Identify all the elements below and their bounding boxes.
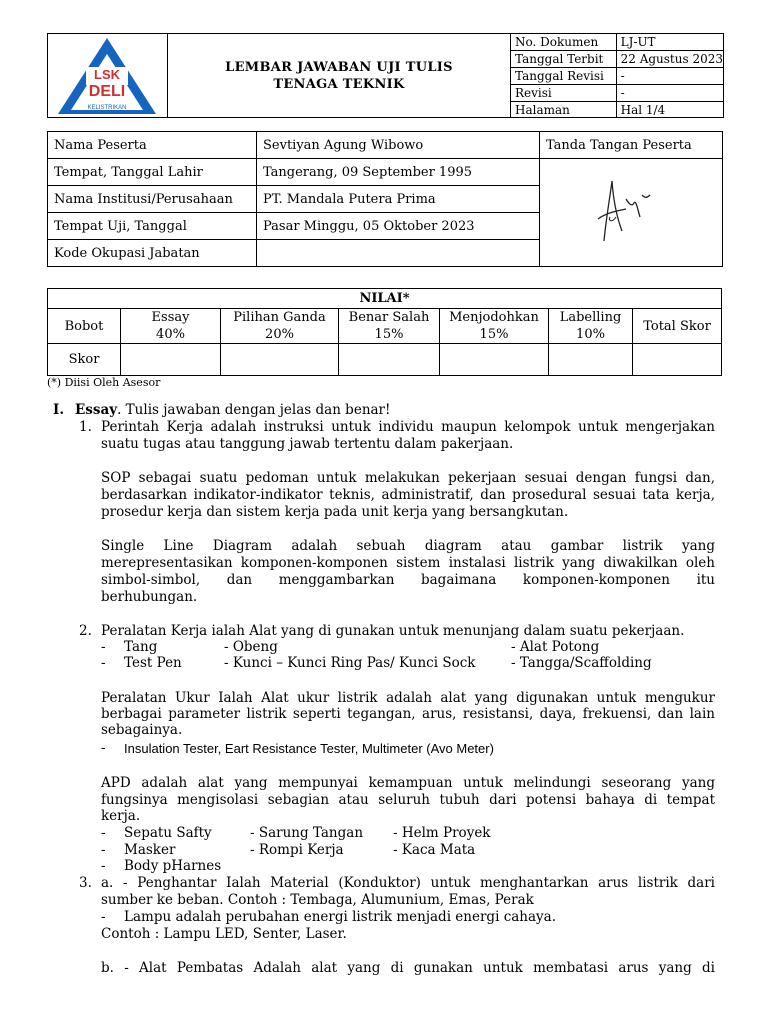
q3b-text-line: b. - Alat Pembatas Adalah alat yang di gunakan untuk membatasi arus yang di: [101, 960, 715, 976]
participant-label: Nama Institusi/Perusahaan: [48, 186, 257, 213]
participant-table: [47, 131, 723, 267]
sld-text-line: berhubungan.: [101, 589, 198, 605]
apd-text-line: kerja.: [101, 808, 141, 824]
sld-text-line: Single Line Diagram adalah sebuah diagram atau gambar listrik yang: [101, 538, 715, 554]
score-cell: [221, 344, 339, 376]
sop-text-line: prosedur kerja dan sistem kerja pada unit kerja yang bersangkutan.: [101, 504, 569, 520]
section-heading: Essay: [75, 402, 118, 418]
participant-value: Sevtiyan Agung Wibowo: [257, 132, 540, 159]
score-column: [339, 309, 440, 344]
column-name: Labelling: [559, 310, 622, 325]
list-dash: -: [101, 740, 106, 756]
tool-item: - Kunci – Kunci Ring Pas/ Kunci Sock: [224, 655, 476, 671]
participant-value: PT. Mandala Putera Prima: [257, 186, 540, 213]
score-table: [47, 288, 722, 376]
column-weight: 20%: [265, 327, 294, 342]
list-dash: -: [101, 842, 106, 858]
apd-item: Body pHarnes: [124, 858, 222, 874]
tool-item: - Obeng: [224, 639, 278, 655]
score-column: [549, 309, 633, 344]
title-line-2: TENAGA TEKNIK: [273, 76, 405, 92]
bobot-label: Bobot: [48, 309, 121, 344]
tool-item: Test Pen: [124, 655, 182, 671]
section-number: I.: [53, 402, 65, 418]
ukur-item: Insulation Tester, Eart Resistance Tester, Multimeter (Avo Meter): [124, 741, 494, 756]
meta-key: No. Dokumen: [511, 34, 616, 51]
participant-label: Tempat, Tanggal Lahir: [48, 159, 257, 186]
section-instruction: . Tulis jawaban dengan jelas dan benar!: [117, 402, 391, 418]
q3a-text-line: Contoh : Lampu LED, Senter, Laser.: [101, 926, 347, 942]
score-cell: [339, 344, 440, 376]
assessor-note: (*) Diisi Oleh Asesor: [47, 376, 161, 389]
apd-item: Masker: [124, 842, 176, 858]
meta-value: -: [616, 85, 723, 102]
participant-value: Pasar Minggu, 05 Oktober 2023: [257, 213, 540, 240]
list-dash: -: [101, 909, 106, 925]
participant-label: Kode Okupasi Jabatan: [48, 240, 257, 267]
score-column: [121, 309, 221, 344]
meta-key: Halaman: [511, 102, 616, 119]
meta-value: -: [616, 68, 723, 85]
meta-value: Hal 1/4: [620, 102, 666, 117]
lsk-deli-logo: [48, 34, 167, 117]
q3a-text-line: Lampu adalah perubahan energi listrik menjadi energi cahaya.: [124, 909, 557, 925]
title-line-1: LEMBAR JAWABAN UJI TULIS: [225, 59, 453, 75]
score-cell: [121, 344, 221, 376]
ukur-text-line: sebagainya.: [101, 722, 183, 738]
signature-header: Tanda Tangan Peserta: [540, 132, 723, 159]
column-name: Pilihan Ganda: [233, 310, 326, 325]
score-title: NILAI*: [48, 289, 722, 309]
score-cell: [633, 344, 722, 376]
document-meta: [511, 34, 723, 117]
sop-text-line: SOP sebagai suatu pedoman untuk melakukan pekerjaan sesuai dengan fungsi dan,: [101, 470, 715, 486]
meta-value: 22 Agustus 2023: [616, 51, 723, 68]
list-dash: -: [101, 825, 106, 841]
meta-value: LJ-UT: [616, 34, 723, 51]
apd-item: - Sarung Tangan: [250, 825, 364, 841]
tool-item: - Alat Potong: [511, 639, 600, 655]
tool-item: - Tangga/Scaffolding: [511, 655, 652, 671]
logo-cell: [48, 34, 168, 117]
logo-caption: KELISTRIKAN: [87, 105, 127, 111]
apd-item: - Kaca Mata: [393, 842, 476, 858]
tool-item: Tang: [124, 639, 158, 655]
apd-item: - Rompi Kerja: [250, 842, 344, 858]
q2-number: 2.: [79, 623, 92, 639]
logo-lsk-text: LSK: [94, 67, 120, 82]
meta-key: Revisi: [511, 85, 616, 102]
total-score-header: Total Skor: [633, 309, 722, 344]
signature-cell: [540, 159, 723, 267]
column-name: Menjodohkan: [449, 310, 539, 325]
column-weight: 10%: [576, 327, 605, 342]
meta-key: Tanggal Revisi: [511, 68, 616, 85]
apd-text-line: fungsinya mengisolasi sebagian atau seluruh tubuh dari potensi bahaya di tempat: [101, 792, 715, 808]
sld-text-line: merepresentasikan komponen-komponen sistem instalasi listrik yang diwakilkan oleh: [101, 555, 715, 571]
q1-text-line: Perintah Kerja adalah instruksi untuk individu maupun kelompok untuk mengerjakan: [101, 419, 715, 435]
sop-text-line: berdasarkan indikator-indikator teknis, administratif, dan prosedural sesuai tata kerja,: [101, 487, 715, 503]
participant-label: Nama Peserta: [48, 132, 257, 159]
column-weight: 40%: [156, 327, 185, 342]
participant-label: Tempat Uji, Tanggal: [48, 213, 257, 240]
q3a-text-line: sumber ke beban. Contoh : Tembaga, Alumunium, Emas, Perak: [101, 892, 534, 908]
score-column: [221, 309, 339, 344]
ukur-text-line: berbagai parameter listrik seperti tegangan, arus, resistansi, daya, frekuensi, dan lain: [101, 706, 715, 722]
ukur-text-line: Peralatan Ukur Ialah Alat ukur listrik adalah alat yang digunakan untuk mengukur: [101, 690, 715, 706]
document-header: [47, 33, 724, 118]
column-weight: 15%: [374, 327, 404, 342]
apd-item: - Helm Proyek: [393, 825, 491, 841]
participant-value: [257, 240, 540, 267]
score-column: [440, 309, 549, 344]
document-title: [168, 34, 511, 117]
list-dash: -: [101, 639, 106, 655]
signature-image: [546, 159, 676, 259]
list-dash: -: [101, 858, 106, 874]
participant-value: Tangerang, 09 September 1995: [257, 159, 540, 186]
score-cell: [440, 344, 549, 376]
meta-key: Tanggal Terbit: [511, 51, 616, 68]
column-name: Essay: [151, 310, 190, 325]
column-weight: 15%: [479, 327, 509, 342]
skor-label: Skor: [48, 344, 121, 376]
logo-deli-text: DELI: [88, 83, 126, 100]
score-cell: [549, 344, 633, 376]
apd-text-line: APD adalah alat yang mempunyai kemampuan untuk melindungi seseorang yang: [101, 775, 715, 791]
list-dash: -: [101, 655, 106, 671]
column-name: Benar Salah: [348, 310, 430, 325]
q1-text-line: suatu tugas atau tanggung jawab tertentu dalam pakerjaan.: [101, 436, 514, 452]
q2-text-line: Peralatan Kerja ialah Alat yang di gunakan untuk menunjang dalam suatu pekerjaan.: [101, 623, 685, 639]
sld-text-line: simbol-simbol, dan menggambarkan bagaimana komponen-komponen itu: [101, 572, 715, 588]
q1-number: 1.: [79, 419, 92, 435]
apd-item: Sepatu Safty: [124, 825, 212, 841]
q3-number: 3.: [79, 875, 92, 891]
section-heading-line: [75, 402, 390, 419]
q3a-text-line: a. - Penghantar Ialah Material (Konduktor) untuk menghantarkan arus listrik dari: [101, 875, 715, 891]
